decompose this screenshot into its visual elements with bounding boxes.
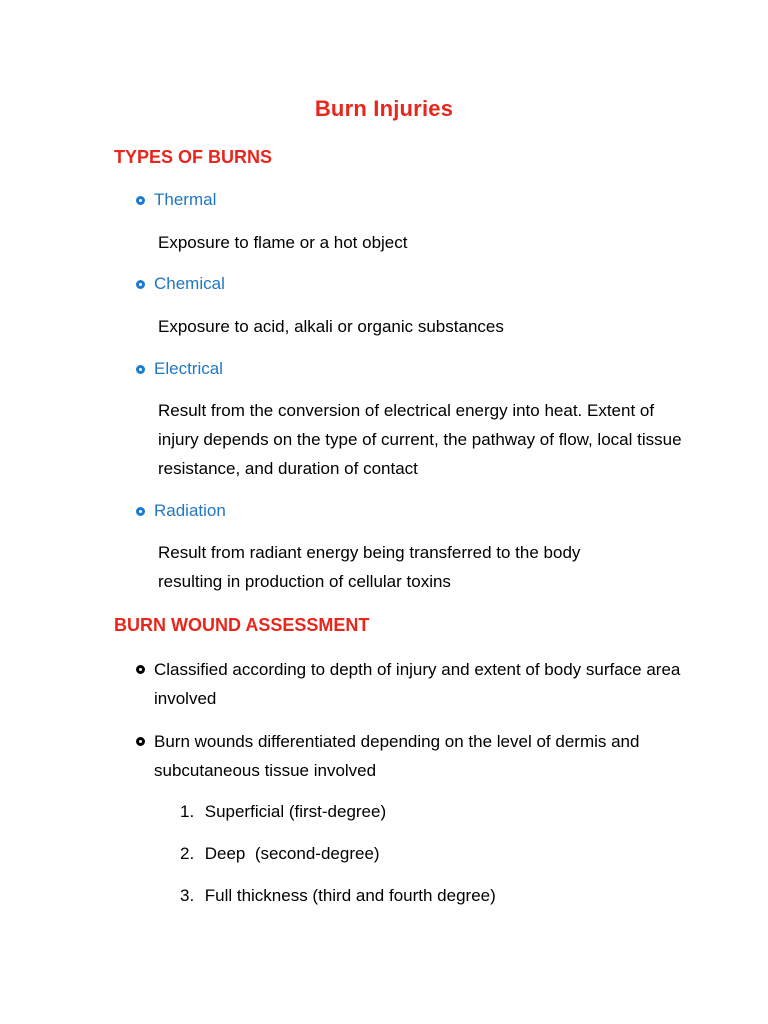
burn-type-label: Radiation xyxy=(154,501,226,520)
circle-bullet-icon xyxy=(136,507,145,516)
numbered-item xyxy=(180,840,380,868)
item-text: Superficial (first-degree) xyxy=(204,802,387,821)
item-text: Full thickness (third and fourth degree) xyxy=(204,886,496,905)
list-item xyxy=(136,727,706,785)
circle-bullet-icon xyxy=(136,665,145,674)
numbered-item xyxy=(180,798,386,826)
burn-type-label: Electrical xyxy=(154,359,223,378)
list-item-radiation xyxy=(136,497,226,525)
bullet-text: Burn wounds differentiated depending on the level of dermis and subcutaneous tissue involved xyxy=(154,732,640,780)
item-number: 1. xyxy=(180,802,195,821)
circle-bullet-icon xyxy=(136,280,145,289)
list-item-thermal xyxy=(136,186,216,214)
item-number: 2. xyxy=(180,844,195,863)
burn-type-description: Exposure to acid, alkali or organic substances xyxy=(158,317,504,336)
item-text: Deep (second-degree) xyxy=(204,844,380,863)
circle-bullet-icon xyxy=(136,196,145,205)
page-title: Burn Injuries xyxy=(314,96,454,121)
bullet-text: Classified according to depth of injury and extent of body surface area involved xyxy=(154,660,681,708)
burn-type-label: Chemical xyxy=(154,274,225,293)
item-number: 3. xyxy=(180,886,195,905)
section-heading-burn-wound-assessment: BURN WOUND ASSESSMENT xyxy=(114,615,370,635)
circle-bullet-icon xyxy=(136,737,145,746)
list-item-electrical xyxy=(136,355,223,383)
burn-type-description: Exposure to flame or a hot object xyxy=(158,233,408,252)
circle-bullet-icon xyxy=(136,365,145,374)
burn-type-description: Result from radiant energy being transferred to the body resulting in production of cellular toxins xyxy=(158,543,581,591)
numbered-item xyxy=(180,882,496,910)
burn-type-description: Result from the conversion of electrical energy into heat. Extent of injury depends on the type of current, the pathway of flow, local tissue resistance, and duration of contact xyxy=(158,401,682,478)
section-heading-types-of-burns: TYPES OF BURNS xyxy=(114,147,273,167)
list-item xyxy=(136,655,696,713)
burn-type-label: Thermal xyxy=(154,190,217,209)
list-item-chemical xyxy=(136,270,225,298)
